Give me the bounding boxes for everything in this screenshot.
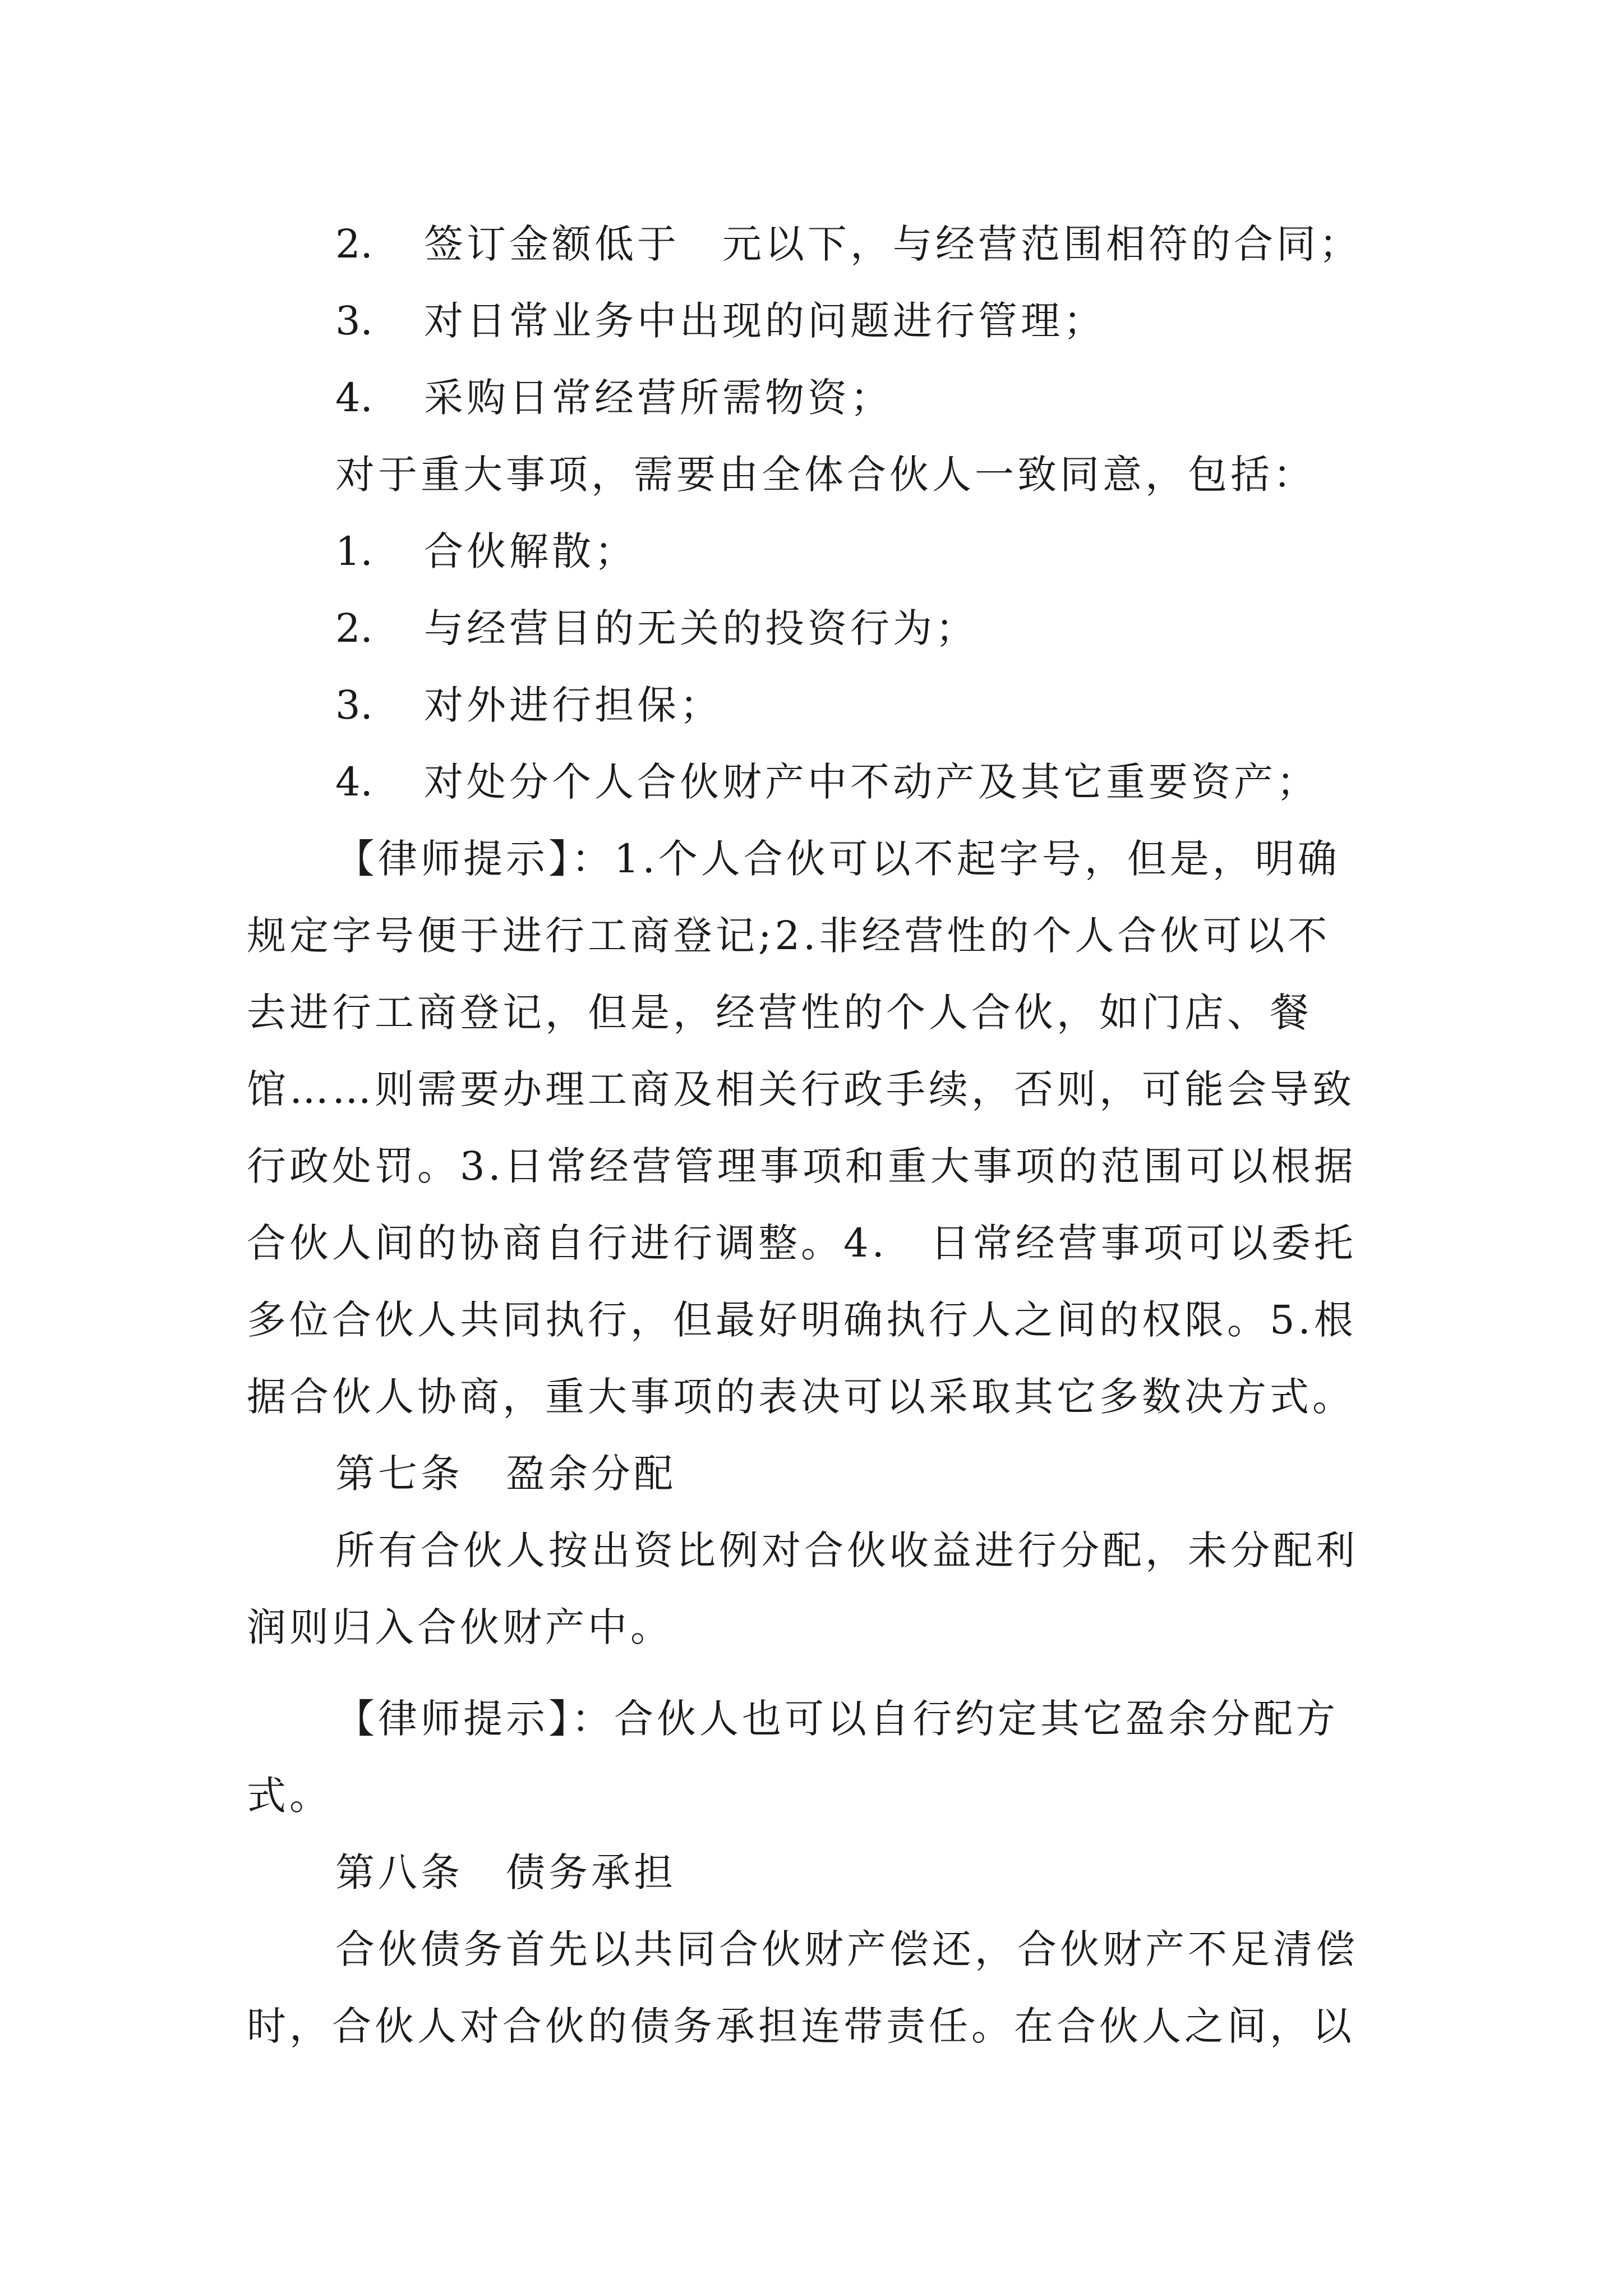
major-matters-intro: 对于重大事项，需要由全体合伙人一致同意，包括： bbox=[335, 452, 1316, 498]
list-number: 2. bbox=[335, 221, 373, 267]
article-8-body-line: 合伙债务首先以共同合伙财产偿还，合伙财产不足清偿 bbox=[335, 1926, 1358, 1972]
list-text: 签订金额低于 元以下，与经营范围相符的合同； bbox=[424, 221, 1362, 267]
list-text: 对处分个人合伙财产中不动产及其它重要资产； bbox=[424, 759, 1319, 805]
lawyer-tip-line: 多位合伙人共同执行，但最好明确执行人之间的权限。5.根 bbox=[247, 1297, 1357, 1343]
lawyer-tip-line: 合伙人间的协商自行进行调整。4. 日常经营事项可以委托 bbox=[247, 1220, 1357, 1266]
list-number: 3. bbox=[335, 682, 373, 728]
lawyer-tip-line: 行政处罚。3.日常经营管理事项和重大事项的范围可以根据 bbox=[247, 1143, 1357, 1189]
list-text: 采购日常经营所需物资； bbox=[424, 375, 893, 421]
lawyer-tip-2-line: 【律师提示】：合伙人也可以自行约定其它盈余分配方 bbox=[335, 1696, 1339, 1742]
daily-item-2 bbox=[335, 222, 1362, 266]
major-item-4 bbox=[335, 760, 1319, 804]
lawyer-tip-2-line: 式。 bbox=[247, 1773, 332, 1819]
article-7-body-line: 润则归入合伙财产中。 bbox=[247, 1604, 673, 1650]
lawyer-tip-line: 馆……则需要办理工商及相关行政手续，否则，可能会导致 bbox=[247, 1066, 1355, 1112]
list-number: 4. bbox=[335, 759, 373, 805]
daily-item-3 bbox=[335, 298, 1106, 343]
article-7-heading: 第七条 盈余分配 bbox=[335, 1451, 676, 1497]
article-8-body-line: 时，合伙人对合伙的债务承担连带责任。在合伙人之间，以 bbox=[247, 2003, 1355, 2049]
major-item-2 bbox=[335, 606, 978, 651]
list-number: 1. bbox=[335, 528, 373, 574]
article-7-body-line: 所有合伙人按出资比例对合伙收益进行分配，未分配利 bbox=[335, 1527, 1358, 1573]
list-number: 3. bbox=[335, 298, 373, 344]
lawyer-tip-line: 去进行工商登记，但是，经营性的个人合伙，如门店、餐 bbox=[247, 990, 1312, 1036]
article-8-heading: 第八条 债务承担 bbox=[335, 1849, 676, 1895]
list-text: 对日常业务中出现的问题进行管理； bbox=[424, 298, 1106, 344]
lawyer-tip-line: 【律师提示】：1.个人合伙可以不起字号，但是，明确 bbox=[335, 836, 1340, 882]
list-text: 与经营目的无关的投资行为； bbox=[424, 605, 978, 651]
daily-item-4 bbox=[335, 375, 893, 420]
list-number: 4. bbox=[335, 375, 373, 421]
list-text: 合伙解散； bbox=[424, 528, 637, 574]
lawyer-tip-line: 据合伙人协商，重大事项的表决可以采取其它多数决方式。 bbox=[247, 1374, 1355, 1420]
list-number: 2. bbox=[335, 605, 373, 651]
list-text: 对外进行担保； bbox=[424, 682, 722, 728]
major-item-1 bbox=[335, 529, 637, 574]
lawyer-tip-line: 规定字号便于进行工商登记;2.非经营性的个人合伙可以不 bbox=[247, 913, 1331, 959]
major-item-3 bbox=[335, 683, 722, 728]
